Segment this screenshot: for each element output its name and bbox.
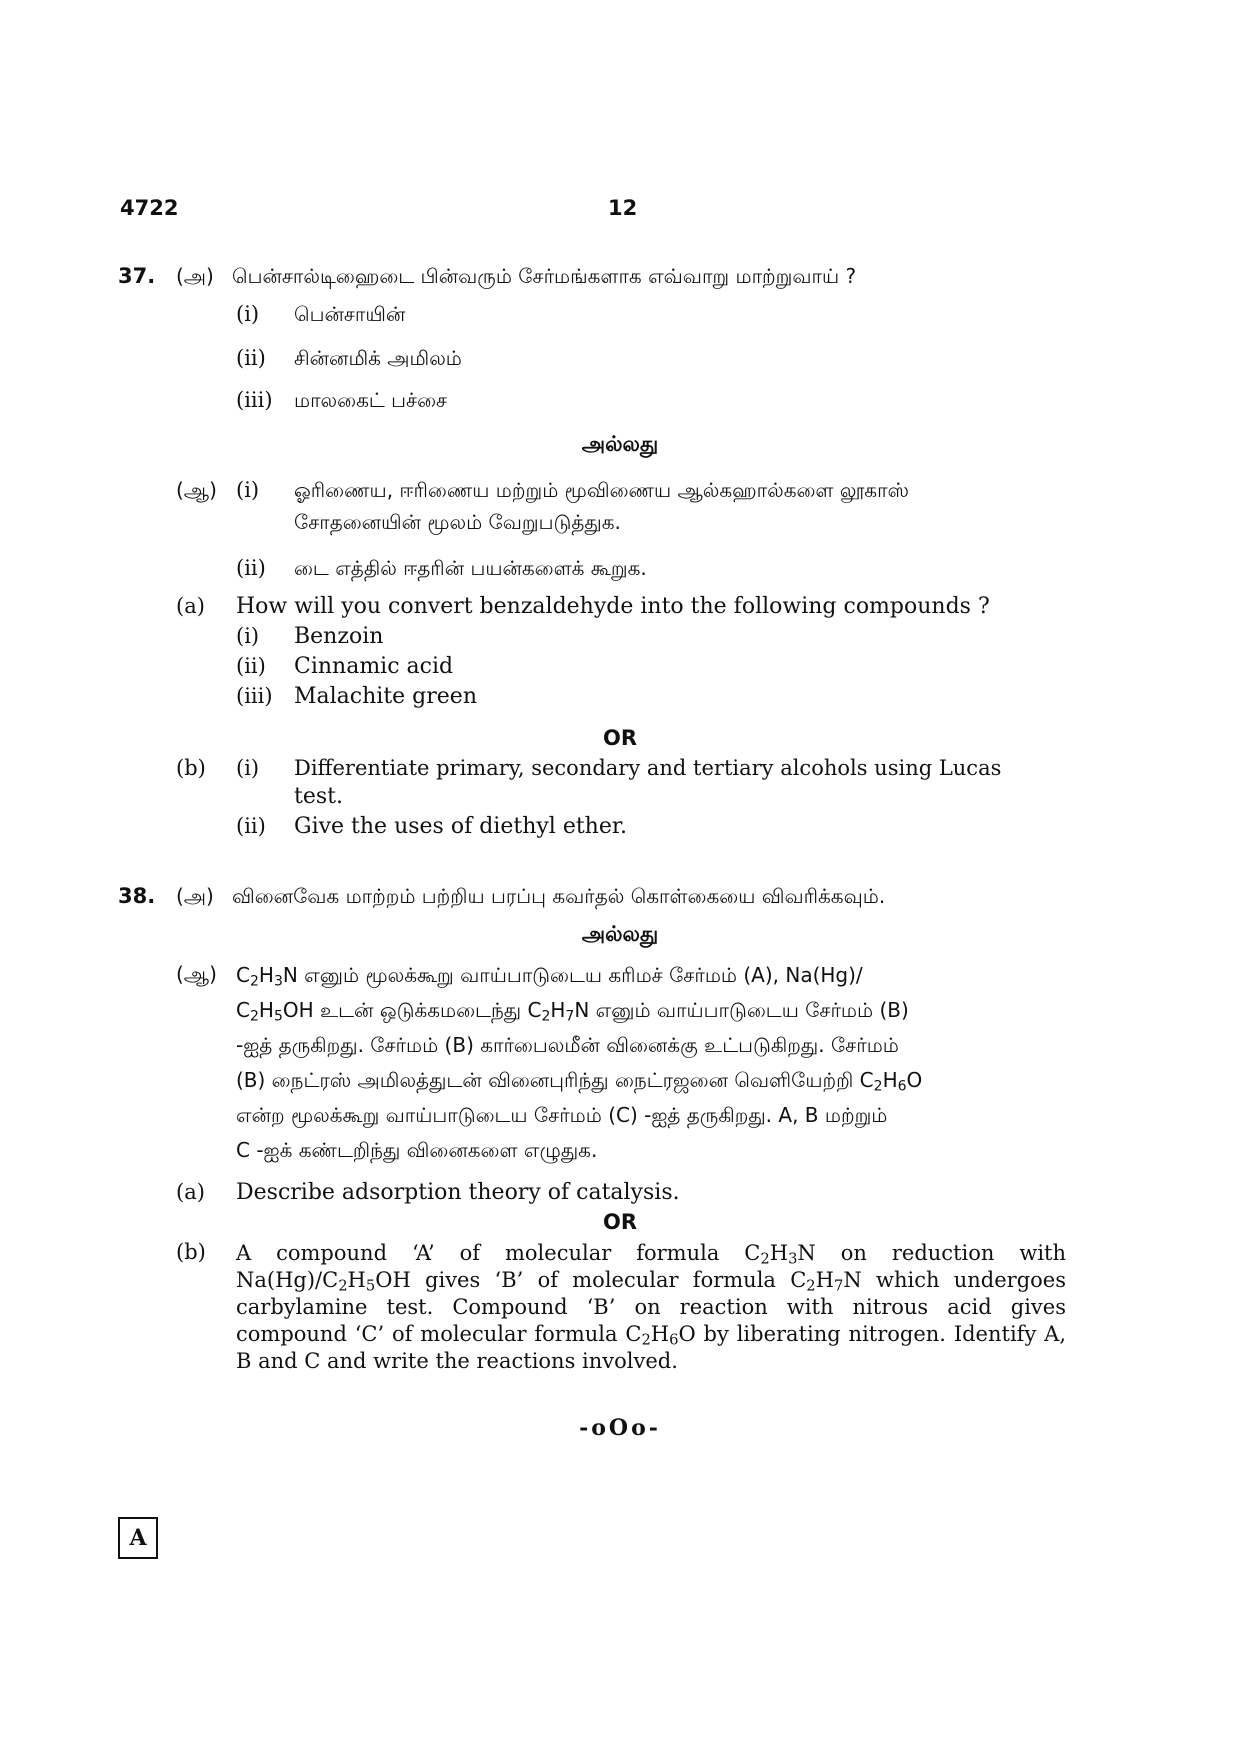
q38-a-label-ta: (அ): [176, 884, 214, 908]
q38-b-label-ta: (ஆ): [176, 962, 217, 986]
q37-a-item-1-en: Benzoin: [294, 624, 384, 649]
end-of-paper-mark: -oOo-: [579, 1415, 661, 1441]
q37-b-item-1-line2-ta: சோதனையின் மூலம் வேறுபடுத்துக.: [294, 510, 621, 534]
question-37-number: 37.: [118, 264, 156, 288]
q37-b-item-2-num-ta: (ii): [236, 556, 266, 580]
q37-b-label-en: (b): [176, 756, 206, 780]
question-set-box: A: [118, 1517, 158, 1559]
q37-b-item-1-line2-en: test.: [294, 784, 343, 809]
q38-a-text-ta: வினைவேக மாற்றம் பற்றிய பரப்பு கவர்தல் கொள்கையை விவரிக்கவும்.: [232, 884, 886, 908]
q37-a-item-1-ta: பென்சாயின்: [294, 302, 406, 326]
page-number: 12: [608, 196, 638, 220]
q37-a-item-2-num-ta: (ii): [236, 346, 266, 370]
q37-a-item-2-en: Cinnamic acid: [294, 654, 454, 679]
q38-a-text-en: Describe adsorption theory of catalysis.: [236, 1180, 680, 1205]
q37-or-en: OR: [602, 726, 638, 750]
q37-a-item-3-num-ta: (iii): [236, 388, 273, 412]
q37-or-ta: அல்லது: [581, 432, 659, 456]
q37-a-item-1-num-en: (i): [236, 624, 260, 648]
q37-a-label-en: (a): [176, 594, 205, 618]
q37-a-label-ta: (அ): [176, 264, 214, 288]
q37-a-item-3-en: Malachite green: [294, 684, 477, 709]
q37-b-item-2-ta: டை எத்தில் ஈதரின் பயன்களைக் கூறுக.: [294, 556, 647, 580]
q37-a-item-3-ta: மாலகைட் பச்சை: [294, 388, 448, 412]
q37-b-item-1-line1-ta: ஓரிணைய, ஈரிணைய மற்றும் மூவிணைய ஆல்கஹால்களை லூகாஸ்: [294, 478, 910, 502]
q37-b-label-ta: (ஆ): [176, 478, 217, 502]
q37-b-item-2-num-en: (ii): [236, 814, 266, 838]
q37-a-item-2-num-en: (ii): [236, 654, 266, 678]
q37-a-item-2-ta: சின்னமிக் அமிலம்: [294, 346, 462, 370]
question-38-number: 38.: [118, 884, 156, 908]
paper-code: 4722: [120, 196, 179, 220]
q38-or-en: OR: [602, 1210, 638, 1234]
q38-a-label-en: (a): [176, 1180, 205, 1204]
q37-b-item-1-line1-en: Differentiate primary, secondary and tertiary alcohols using Lucas: [294, 756, 1002, 780]
q38-b-paragraph-ta: $C_2H_3N$ எனும் மூலக்கூறு வாய்பாடுடைய கரிமச் சேர்மம் (A), Na(Hg)/ $C_2H_5OH$ உடன் ஒடுக்கமடைந்து $C_2H_7N$ எனும் வாய்பாடுடைய சேர்மம் (B) -ஐத் தருகிறது. சேர்மம் (B) கார்பைலமீன் வினைக்கு உட்படுகிறது. சேர்மம் (B) நைட்ரஸ் அமிலத்துடன் வினைபுரிந்து நைட்ரஜனை வெளியேற்றி $C_2H_6O$ என்ற மூலக்கூறு வாய்பாடுடைய சேர்மம் (C) -ஐத் தருகிறது. A, B மற்றும் C -ஐக் கண்டறிந்து வினைகளை எழுதுக.: [236, 963, 923, 1162]
q37-a-item-3-num-en: (iii): [236, 684, 273, 708]
q38-b-paragraph-en: A compound ‘A’ of molecular formula $C_2H_3N$ on reduction with $Na(Hg)/C_2H_5OH$ gives ‘B’ of molecular formula $C_2H_7N$ which undergoes carbylamine test. Compound ‘B’ on reaction with nitrous acid gives compound ‘C’ of molecular formula $C_2H_6O$ by liberating nitrogen. Identify A, B and C and write the reactions involved.: [236, 1241, 1066, 1373]
q37-a-text-en: How will you convert benzaldehyde into the following compounds ?: [236, 594, 990, 619]
q37-a-item-1-num-ta: (i): [236, 302, 260, 326]
q38-b-label-en: (b): [176, 1240, 206, 1264]
q37-b-item-1-num-en: (i): [236, 756, 260, 780]
q37-b-item-2-en: Give the uses of diethyl ether.: [294, 814, 627, 839]
q37-b-item-1-num-ta: (i): [236, 478, 260, 502]
q38-or-ta: அல்லது: [581, 922, 659, 946]
q37-a-text-ta: பென்சால்டிஹைடை பின்வரும் சேர்மங்களாக எவ்வாறு மாற்றுவாய் ?: [232, 264, 857, 288]
